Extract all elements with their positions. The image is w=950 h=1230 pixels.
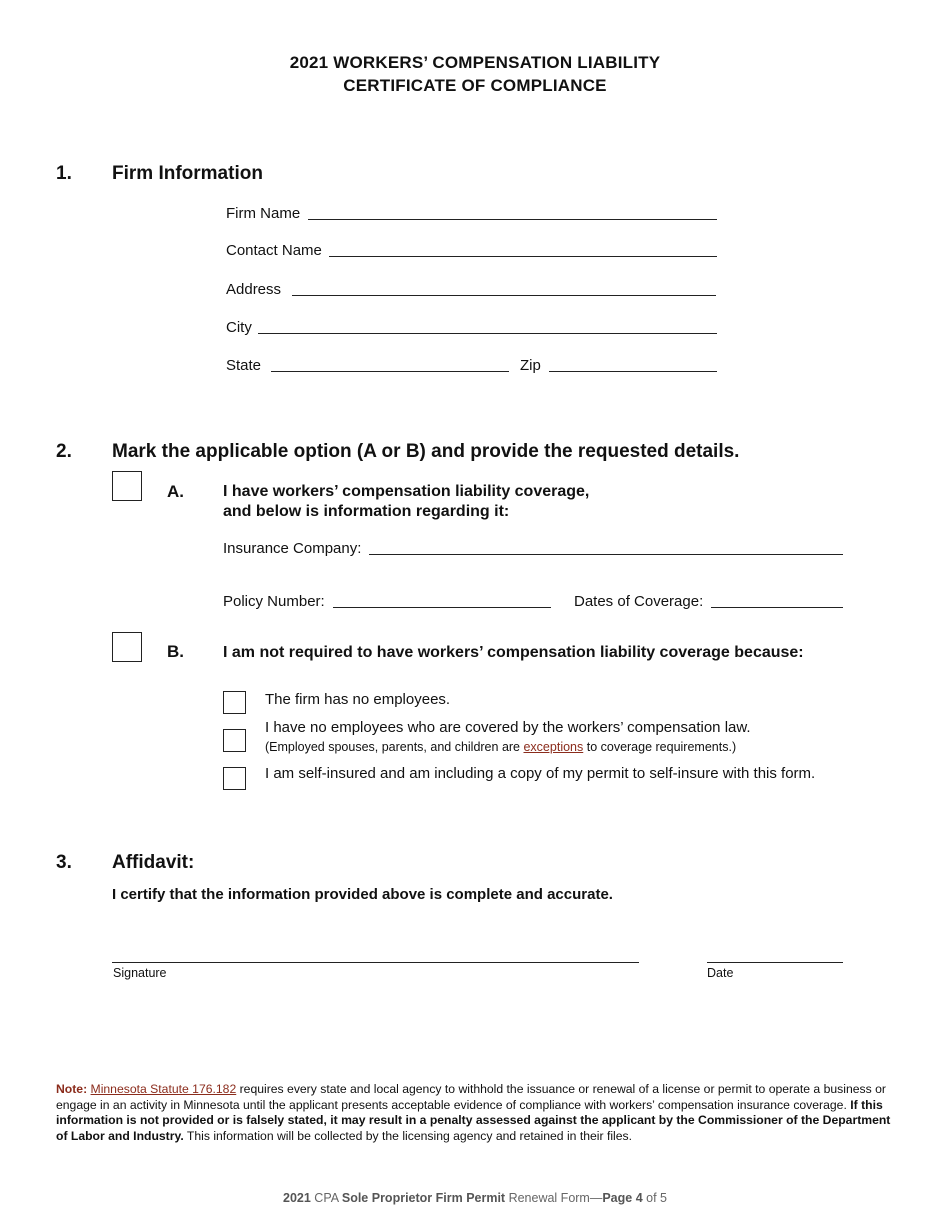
option-a-checkbox[interactable] — [112, 471, 142, 501]
insurance-company-label: Insurance Company: — [223, 540, 362, 557]
form-title-line1: 2021 WORKERS’ COMPENSATION LIABILITY — [289, 53, 661, 72]
footer-of: of 5 — [642, 1191, 667, 1205]
contact-name-field[interactable] — [329, 256, 717, 257]
section1-number: 1. — [56, 163, 72, 184]
note-bold: If this information is not provided or is falsely stated, it may result in a penalty assessed against the applicant by the Commissioner of the Department of Labor and Industry. — [56, 1097, 891, 1143]
city-field[interactable] — [258, 333, 717, 334]
firm-name-field[interactable] — [308, 219, 717, 220]
compliance-note — [56, 1082, 896, 1144]
exceptions-link[interactable]: exceptions — [523, 740, 584, 754]
signature-label: Signature — [113, 966, 167, 980]
signature-field[interactable] — [112, 962, 639, 963]
option-b-checkbox[interactable] — [112, 632, 142, 662]
city-label: City — [226, 319, 252, 336]
option-a-text-line2: and below is information regarding it: — [223, 503, 510, 520]
reason-3-text: I am self-insured and am including a copy of my permit to self-insure with this form. — [265, 765, 816, 782]
section3-heading: Affidavit: — [112, 852, 195, 873]
section3-number: 3. — [56, 852, 72, 873]
state-label: State — [226, 357, 262, 374]
note-text1: requires every state and local agency to withhold the issuance or renewal of a license or permit to operate a business or engage in an activity in Minnesota until the applicant presents acceptable evidence of compliance with workers’ compensation insurance coverage. — [56, 1082, 886, 1112]
option-a-text-line1: I have workers’ compensation liability coverage, — [223, 483, 590, 500]
state-field[interactable] — [271, 371, 509, 372]
note-lead: Note: — [56, 1082, 88, 1096]
footer-year: 2021 — [283, 1191, 311, 1205]
zip-field[interactable] — [549, 371, 717, 372]
footer-permit: Sole Proprietor Firm Permit — [341, 1191, 506, 1205]
option-a-letter: A. — [167, 482, 184, 501]
reason-2-sub-after: to coverage requirements.) — [583, 740, 737, 754]
date-label: Date — [707, 966, 734, 980]
page-footer — [0, 1191, 950, 1205]
date-field[interactable] — [707, 962, 843, 963]
reason-2-checkbox[interactable] — [223, 729, 246, 752]
reason-3-checkbox[interactable] — [223, 767, 246, 790]
statute-link[interactable]: Minnesota Statute 176.182 — [90, 1082, 237, 1096]
footer-renewal: Renewal Form— — [505, 1191, 603, 1205]
address-field[interactable] — [292, 295, 716, 296]
section2-heading: Mark the applicable option (A or B) and provide the requested details. — [112, 441, 740, 462]
contact-name-label: Contact Name — [226, 242, 322, 259]
option-b-letter: B. — [167, 642, 184, 661]
option-a-text — [223, 482, 589, 522]
dates-of-coverage-field[interactable] — [711, 607, 843, 608]
insurance-company-field[interactable] — [369, 554, 843, 555]
option-b-text: I am not required to have workers’ compensation liability coverage because: — [223, 644, 804, 661]
zip-label: Zip — [520, 357, 541, 374]
reason-1-checkbox[interactable] — [223, 691, 246, 714]
footer-cpa: CPA — [310, 1191, 342, 1205]
note-text2: This information will be collected by the licensing agency and retained in their files. — [183, 1128, 632, 1143]
address-label: Address — [226, 281, 282, 298]
reason-1-text: The firm has no employees. — [265, 691, 451, 708]
form-title-line2: CERTIFICATE OF COMPLIANCE — [343, 76, 607, 95]
section2-number: 2. — [56, 441, 72, 462]
reason-2-sub-before: (Employed spouses, parents, and children are — [265, 740, 524, 754]
policy-number-label: Policy Number: — [223, 593, 325, 610]
reason-2-text: I have no employees who are covered by the workers’ compensation law. — [265, 719, 751, 736]
footer-page: Page 4 — [602, 1191, 643, 1205]
dates-of-coverage-label: Dates of Coverage: — [574, 593, 704, 610]
form-title — [0, 51, 950, 97]
section1-heading: Firm Information — [112, 163, 263, 184]
policy-number-field[interactable] — [333, 607, 551, 608]
certify-statement: I certify that the information provided above is complete and accurate. — [112, 886, 613, 903]
firm-name-label: Firm Name — [226, 205, 301, 222]
reason-2-subtext — [265, 740, 736, 754]
